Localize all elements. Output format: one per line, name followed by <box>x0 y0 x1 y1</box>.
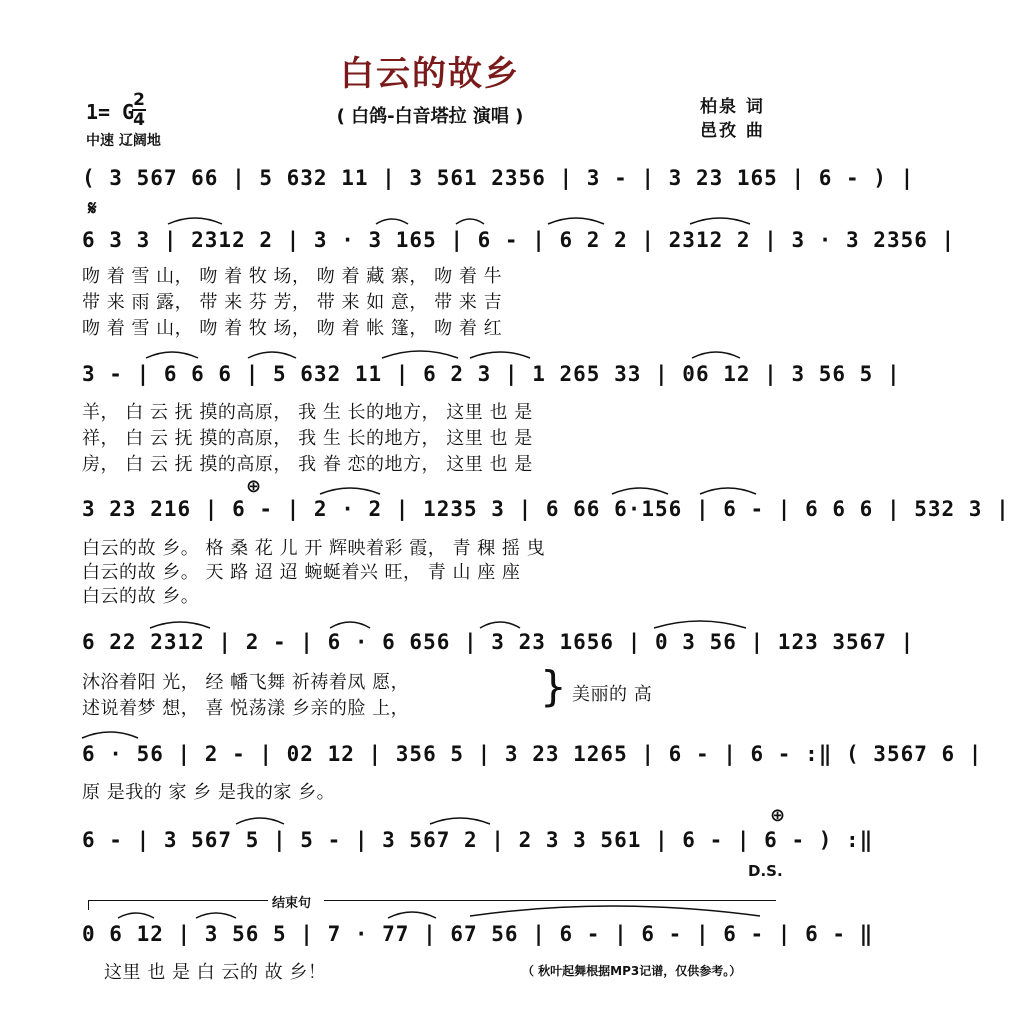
score-line-8-notes: 0 6 12 | 3 56 5 | 7 · 77 | 67 56 | 6 - | 6 - | 6 - | 6 - ‖ <box>82 922 874 946</box>
line-4-lyric-verse-2: 白云的故 乡。 天 路 迢 迢 蜿蜒着兴 旺， 青 山 座 座 <box>82 562 521 583</box>
line-6-lyric: 原 是我的 家 乡 是我的家 乡。 <box>82 782 336 803</box>
key-signature: 1= G <box>86 100 135 124</box>
score-line-6-notes: 6 · 56 | 2 - | 02 12 | 356 5 | 3 23 1265 | 6 - | 6 - :‖ ( 3567 6 | <box>82 742 983 766</box>
meter-top: 2 <box>133 90 145 110</box>
lyricist-credit: 柏泉 词 <box>700 97 765 117</box>
line-3-lyric-verse-2: 祥， 白 云 抚 摸的高原， 我 生 长的地方， 这里 也 是 <box>82 428 533 449</box>
line-2-lyric-verse-1: 吻 着 雪 山， 吻 着 牧 场， 吻 着 藏 寨， 吻 着 牛 <box>82 266 503 287</box>
line-5-lyric-verse-1: 沐浴着阳 光， 经 幡飞舞 祈祷着凤 愿， <box>82 672 410 693</box>
score-line-5-notes: 6 22 2312 | 2 - | 6 · 6 656 | 3 23 1656 | 0 3 56 | 123 3567 | <box>82 630 915 654</box>
meter-bottom: 4 <box>133 110 145 130</box>
dal-segno-mark: D.S. <box>748 862 783 880</box>
line-2-lyric-verse-3: 吻 着 雪 山， 吻 着 牧 场， 吻 着 帐 篷， 吻 着 红 <box>82 318 503 339</box>
verse-brace: } <box>540 662 567 711</box>
score-line-3-notes: 3 - | 6 6 6 | 5 632 11 | 6 2 3 | 1 265 33 | 06 12 | 3 56 5 | <box>82 362 901 386</box>
song-title: 白云的故乡 <box>340 54 520 94</box>
line-3-lyric-verse-1: 羊， 白 云 抚 摸的高原， 我 生 长的地方， 这里 也 是 <box>82 402 533 423</box>
segno-sign: 𝄋 <box>88 196 97 220</box>
line-2-lyric-verse-2: 带 来 雨 露， 带 来 芬 芳， 带 来 如 意， 带 来 吉 <box>82 292 503 313</box>
line-3-lyric-verse-3: 房， 白 云 抚 摸的高原， 我 眷 恋的地方， 这里 也 是 <box>82 454 533 475</box>
tempo-marking: 中速 辽阔地 <box>86 133 161 149</box>
score-line-7-notes: 6 - | 3 567 5 | 5 - | 3 567 2 | 2 3 3 561 | 6 - | 6 - ) :‖ <box>82 828 874 852</box>
line-4-lyric-verse-3: 白云的故 乡。 <box>82 586 200 607</box>
line-8-lyric: 这里 也 是 白 云的 故 乡！ <box>104 962 327 983</box>
transcription-note: （ 秋叶起舞根据MP3记谱，仅供参考。） <box>522 964 742 978</box>
score-line-4-notes: 3 23 216 | 6 - | 2 · 2 | 1235 3 | 6 66 6·156 | 6 - | 6 6 6 | 532 3 | <box>82 497 1010 521</box>
ending-label: 结束句 <box>272 896 312 911</box>
score-line-2-notes: 6 3 3 | 2312 2 | 3 · 3 165 | 6 - | 6 2 2 | 2312 2 | 3 · 3 2356 | <box>82 228 956 252</box>
score-line-1-notes: ( 3 567 66 | 5 632 11 | 3 561 2356 | 3 - | 3 23 165 | 6 - ) | <box>82 166 915 190</box>
coda-sign-bottom: ⊕ <box>770 805 786 826</box>
line-5-shared-lyric: 美丽的 高 <box>572 684 653 705</box>
line-4-lyric-verse-1: 白云的故 乡。 格 桑 花 儿 开 辉映着彩 霞， 青 稞 摇 曳 <box>82 538 546 559</box>
line-5-lyric-verse-2: 述说着梦 想， 喜 悦荡漾 乡亲的脸 上， <box>82 698 410 719</box>
performer-subtitle: ( 白鸽-白音塔拉 演唱 ) <box>336 106 524 127</box>
coda-sign-top: ⊕ <box>246 476 262 497</box>
composer-credit: 邑孜 曲 <box>700 121 765 141</box>
